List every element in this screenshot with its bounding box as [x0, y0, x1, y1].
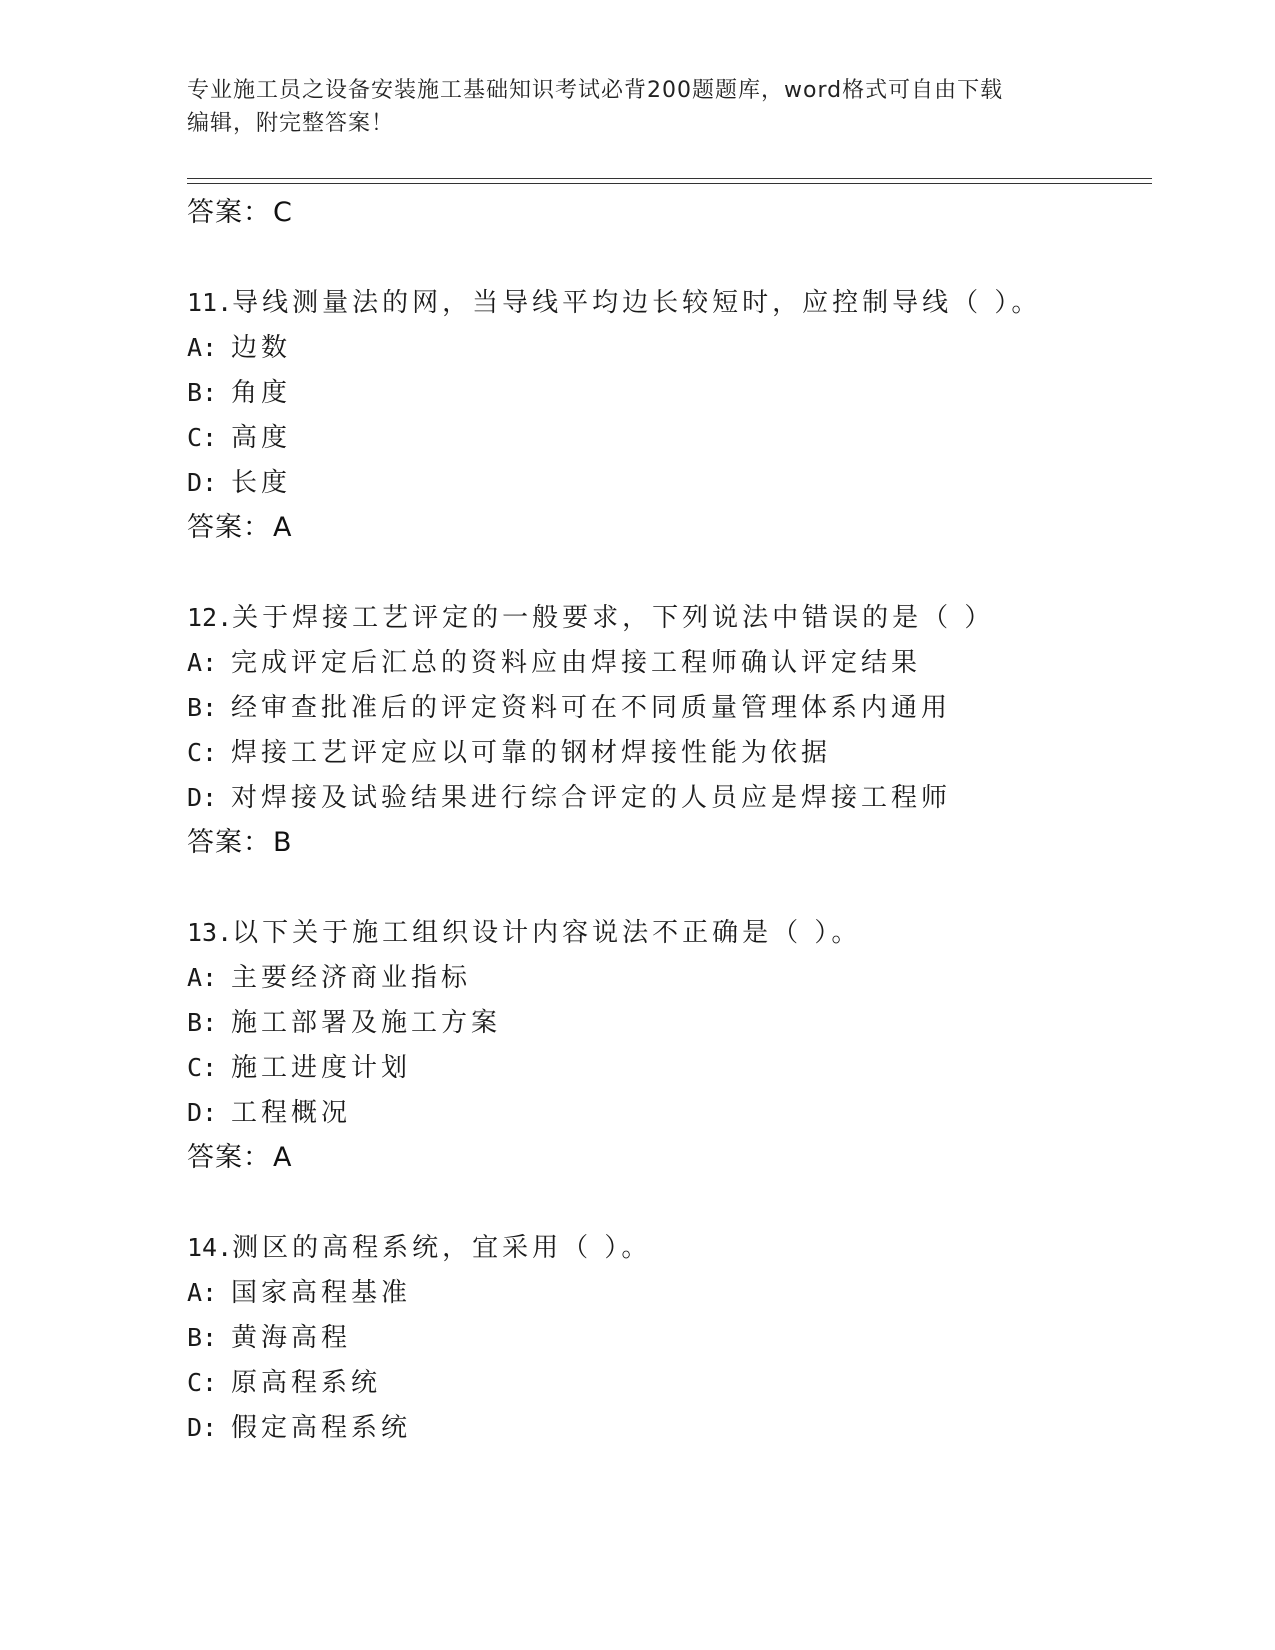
option-text: 国家高程基准 — [231, 1278, 412, 1308]
option-d — [187, 775, 1152, 820]
option-a — [187, 1270, 1152, 1315]
option-c — [187, 1360, 1152, 1405]
option-c — [187, 730, 1152, 775]
option-text: 对焊接及试验结果进行综合评定的人员应是焊接工程师 — [231, 783, 952, 813]
question-stem: 以下关于施工组织设计内容说法不正确是（ ）。 — [232, 918, 862, 948]
option-b — [187, 685, 1152, 730]
option-text: 主要经济商业指标 — [231, 963, 472, 993]
option-d — [187, 1405, 1152, 1450]
question-list — [187, 190, 1152, 1450]
answer-line — [187, 820, 1152, 865]
answer-value: A — [273, 512, 293, 543]
option-letter: B: — [187, 693, 218, 722]
question-block-14 — [187, 1225, 1152, 1450]
answer-line-prev — [187, 190, 1152, 235]
header-divider-bottom — [187, 183, 1152, 184]
option-text: 施工部署及施工方案 — [231, 1008, 502, 1038]
question-number: 11. — [187, 288, 233, 317]
option-letter: B: — [187, 378, 218, 407]
option-letter: D: — [187, 783, 218, 812]
option-text: 施工进度计划 — [231, 1053, 412, 1083]
option-a — [187, 640, 1152, 685]
option-text: 工程概况 — [231, 1098, 352, 1128]
answer-value: A — [273, 1142, 293, 1173]
option-text: 边数 — [231, 333, 292, 363]
option-a — [187, 955, 1152, 1000]
option-text: 黄海高程 — [231, 1323, 352, 1353]
option-c — [187, 1045, 1152, 1090]
answer-label: 答案： — [187, 827, 271, 858]
option-text: 经审查批准后的评定资料可在不同质量管理体系内通用 — [231, 693, 952, 723]
question-number: 13. — [187, 918, 233, 947]
option-text: 焊接工艺评定应以可靠的钢材焊接性能为依据 — [231, 738, 832, 768]
option-letter: A: — [187, 963, 218, 992]
question-text — [187, 595, 1152, 640]
option-b — [187, 370, 1152, 415]
option-c — [187, 415, 1152, 460]
option-letter: C: — [187, 423, 218, 452]
option-text: 高度 — [231, 423, 292, 453]
option-letter: B: — [187, 1323, 218, 1352]
option-text: 完成评定后汇总的资料应由焊接工程师确认评定结果 — [231, 648, 922, 678]
header-title-line-2: 编辑，附完整答案！ — [187, 111, 395, 136]
answer-label: 答案： — [187, 1142, 271, 1173]
option-a — [187, 325, 1152, 370]
option-letter: D: — [187, 1413, 218, 1442]
answer-line — [187, 505, 1152, 550]
option-d — [187, 460, 1152, 505]
option-d — [187, 1090, 1152, 1135]
answer-value: C — [273, 197, 293, 228]
option-b — [187, 1000, 1152, 1045]
option-letter: C: — [187, 738, 218, 767]
question-block-13 — [187, 910, 1152, 1180]
option-letter: C: — [187, 1053, 218, 1082]
option-letter: D: — [187, 468, 218, 497]
header-title-line-1: 专业施工员之设备安装施工基础知识考试必背200题题库，word格式可自由下载 — [187, 78, 1004, 103]
option-letter: C: — [187, 1368, 218, 1397]
question-stem: 导线测量法的网，当导线平均边长较短时，应控制导线（ ）。 — [232, 288, 1042, 318]
option-letter: A: — [187, 648, 218, 677]
option-letter: A: — [187, 333, 218, 362]
option-text: 原高程系统 — [231, 1368, 382, 1398]
spacer — [187, 235, 1152, 280]
question-stem: 关于焊接工艺评定的一般要求，下列说法中错误的是（ ） — [232, 603, 995, 633]
question-text — [187, 910, 1152, 955]
spacer — [187, 865, 1152, 910]
question-block-11 — [187, 280, 1152, 550]
option-text: 长度 — [231, 468, 292, 498]
spacer — [187, 550, 1152, 595]
answer-value: B — [273, 827, 293, 858]
header-divider-top — [187, 178, 1152, 179]
answer-line — [187, 1135, 1152, 1180]
option-letter: D: — [187, 1098, 218, 1127]
question-stem: 测区的高程系统，宜采用（ ）。 — [232, 1233, 652, 1263]
option-text: 假定高程系统 — [231, 1413, 412, 1443]
question-text — [187, 1225, 1152, 1270]
option-letter: B: — [187, 1008, 218, 1037]
answer-label: 答案： — [187, 197, 271, 228]
option-letter: A: — [187, 1278, 218, 1307]
question-block-12 — [187, 595, 1152, 865]
spacer — [187, 1180, 1152, 1225]
answer-label: 答案： — [187, 512, 271, 543]
question-text — [187, 280, 1152, 325]
option-text: 角度 — [231, 378, 292, 408]
question-number: 12. — [187, 603, 233, 632]
page-header — [187, 74, 1087, 140]
question-number: 14. — [187, 1233, 233, 1262]
option-b — [187, 1315, 1152, 1360]
